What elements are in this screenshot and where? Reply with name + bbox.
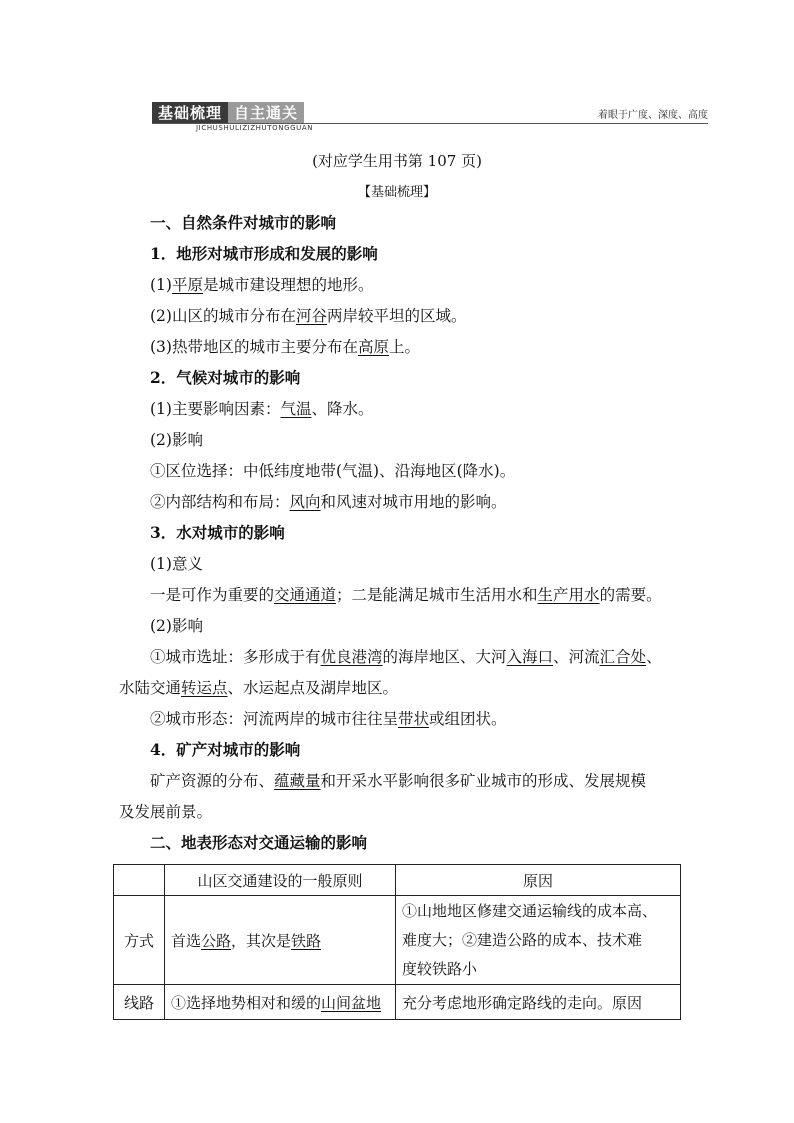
text-run: ，其次是 <box>231 931 292 950</box>
underlined-answer: 平原 <box>171 276 203 294</box>
text-run: 和开采水平影响很多矿业城市的形成、发展规模 <box>320 772 647 790</box>
table-header-cell <box>114 865 165 896</box>
underlined-answer: 蕴藏量 <box>274 772 321 790</box>
section-tag: 【基础梳理】 <box>357 185 436 200</box>
table-header-row <box>114 865 681 896</box>
text-line <box>150 335 420 357</box>
transport-table <box>113 864 681 1020</box>
text-line <box>150 273 374 295</box>
text-run: (2)山区的城市分布在 <box>150 307 296 325</box>
text-line <box>150 459 515 481</box>
text-run: 3．水对城市的影响 <box>150 523 285 542</box>
text-run: 二、地表形态对交通运输的影响 <box>150 833 368 852</box>
text-run: 一、自然条件对城市的影响 <box>150 213 337 232</box>
section-heading <box>150 366 300 388</box>
text-line <box>150 614 203 636</box>
text-line <box>150 490 507 512</box>
text-run: (1)意义 <box>150 555 203 573</box>
section-badge <box>152 102 320 123</box>
text-run: 的需要。 <box>599 586 662 604</box>
text-run: ；二是能满足城市生活用水和 <box>336 586 538 604</box>
reason-line: 难度大；②建造公路的成本、技术难 <box>402 930 643 949</box>
text-run: 及发展前景。 <box>119 803 213 821</box>
underlined-answer: 带状 <box>398 710 430 728</box>
text-run: (1) <box>150 276 172 294</box>
reason-line: 充分考虑地形确定路线的走向。原因 <box>402 993 643 1012</box>
underlined-answer: 转运点 <box>181 679 228 697</box>
header-pinyin: JICHUSHULIZIZHUTONGGUAN <box>196 124 314 132</box>
text-run: 水陆交通 <box>119 679 182 697</box>
text-line <box>150 428 203 450</box>
table-row <box>114 896 681 985</box>
text-run: 的海岸地区、大河 <box>382 648 507 666</box>
text-run: 一是可作为重要的 <box>150 586 275 604</box>
row-label: 方式 <box>114 896 165 985</box>
text-line <box>150 552 203 574</box>
table-header-cell: 山区交通建设的一般原则 <box>165 865 396 896</box>
underlined-answer: 生产用水 <box>537 586 600 604</box>
text-run: ①区位选择：中低纬度地带(气温)、沿海地区(降水)。 <box>150 462 516 480</box>
section-heading <box>150 831 367 853</box>
underlined-answer: 风向 <box>289 493 321 511</box>
badge-self-study: 自主通关 <box>228 102 304 123</box>
reason-line: ①山地地区修建交通运输线的成本高、 <box>402 901 658 920</box>
text-run: ①城市选址：多形成于有 <box>150 648 321 666</box>
text-line <box>150 769 646 791</box>
text-run: (3)热带地区的城市主要分布在 <box>150 338 358 356</box>
book-page-ref: (对应学生用书第 107 页) <box>312 152 482 170</box>
text-line <box>150 707 507 729</box>
text-run: 、降水。 <box>311 400 374 418</box>
text-run: 和风速对城市用地的影响。 <box>320 493 507 511</box>
section-heading <box>150 738 300 760</box>
text-run: 上。 <box>388 338 420 356</box>
underlined-answer: 入海口 <box>506 648 554 666</box>
text-run: (1)主要影响因素： <box>150 400 281 418</box>
text-run: 或组团状。 <box>429 710 507 728</box>
underlined-answer: 铁路 <box>291 931 322 950</box>
row-principle <box>165 896 396 985</box>
text-run: (2)影响 <box>150 617 203 635</box>
row-reason <box>396 985 681 1020</box>
underlined-answer: 气温 <box>280 400 312 418</box>
section-heading <box>150 242 378 264</box>
text-run: 首选 <box>171 931 202 950</box>
row-reason <box>396 896 681 985</box>
text-run: 、水运起点及湖岸地区。 <box>227 679 399 697</box>
underlined-answer: 山间盆地 <box>321 993 382 1012</box>
text-run: 矿产资源的分布、 <box>150 772 275 790</box>
text-run: 1．地形对城市形成和发展的影响 <box>150 244 378 263</box>
text-line <box>150 645 662 667</box>
table-header-cell: 原因 <box>396 865 681 896</box>
header-motto: 着眼于广度、深度、高度 <box>598 110 708 121</box>
section-heading <box>150 521 285 543</box>
text-run: ②城市形态：河流两岸的城市往往呈 <box>150 710 399 728</box>
text-run: ①选择地势相对和缓的 <box>171 993 322 1012</box>
text-line <box>150 583 662 605</box>
underlined-answer: 汇合处 <box>599 648 647 666</box>
row-label: 线路 <box>114 985 165 1020</box>
text-run: 4．矿产对城市的影响 <box>150 740 301 759</box>
text-run: 2．气候对城市的影响 <box>150 368 301 387</box>
underlined-answer: 公路 <box>201 931 232 950</box>
text-run: (2)影响 <box>150 431 203 449</box>
section-header <box>152 102 708 134</box>
text-run: 、 <box>646 648 662 666</box>
row-principle <box>165 985 396 1020</box>
underlined-answer: 交通通道 <box>274 586 337 604</box>
text-run: 、河流 <box>553 648 600 666</box>
underlined-answer: 优良港湾 <box>320 648 383 666</box>
section-heading <box>150 211 336 233</box>
text-line <box>119 676 398 698</box>
table-row <box>114 985 681 1020</box>
reason-line: 度较铁路小 <box>402 959 478 978</box>
text-line <box>119 800 212 822</box>
text-line <box>150 304 467 326</box>
underlined-answer: 河谷 <box>295 307 327 325</box>
text-line <box>150 397 374 419</box>
text-run: 是城市建设理想的地形。 <box>202 276 374 294</box>
badge-basic-review: 基础梳理 <box>152 102 228 123</box>
text-run: 两岸较平坦的区域。 <box>326 307 467 325</box>
underlined-answer: 高原 <box>357 338 389 356</box>
text-run: ②内部结构和布局： <box>150 493 290 511</box>
